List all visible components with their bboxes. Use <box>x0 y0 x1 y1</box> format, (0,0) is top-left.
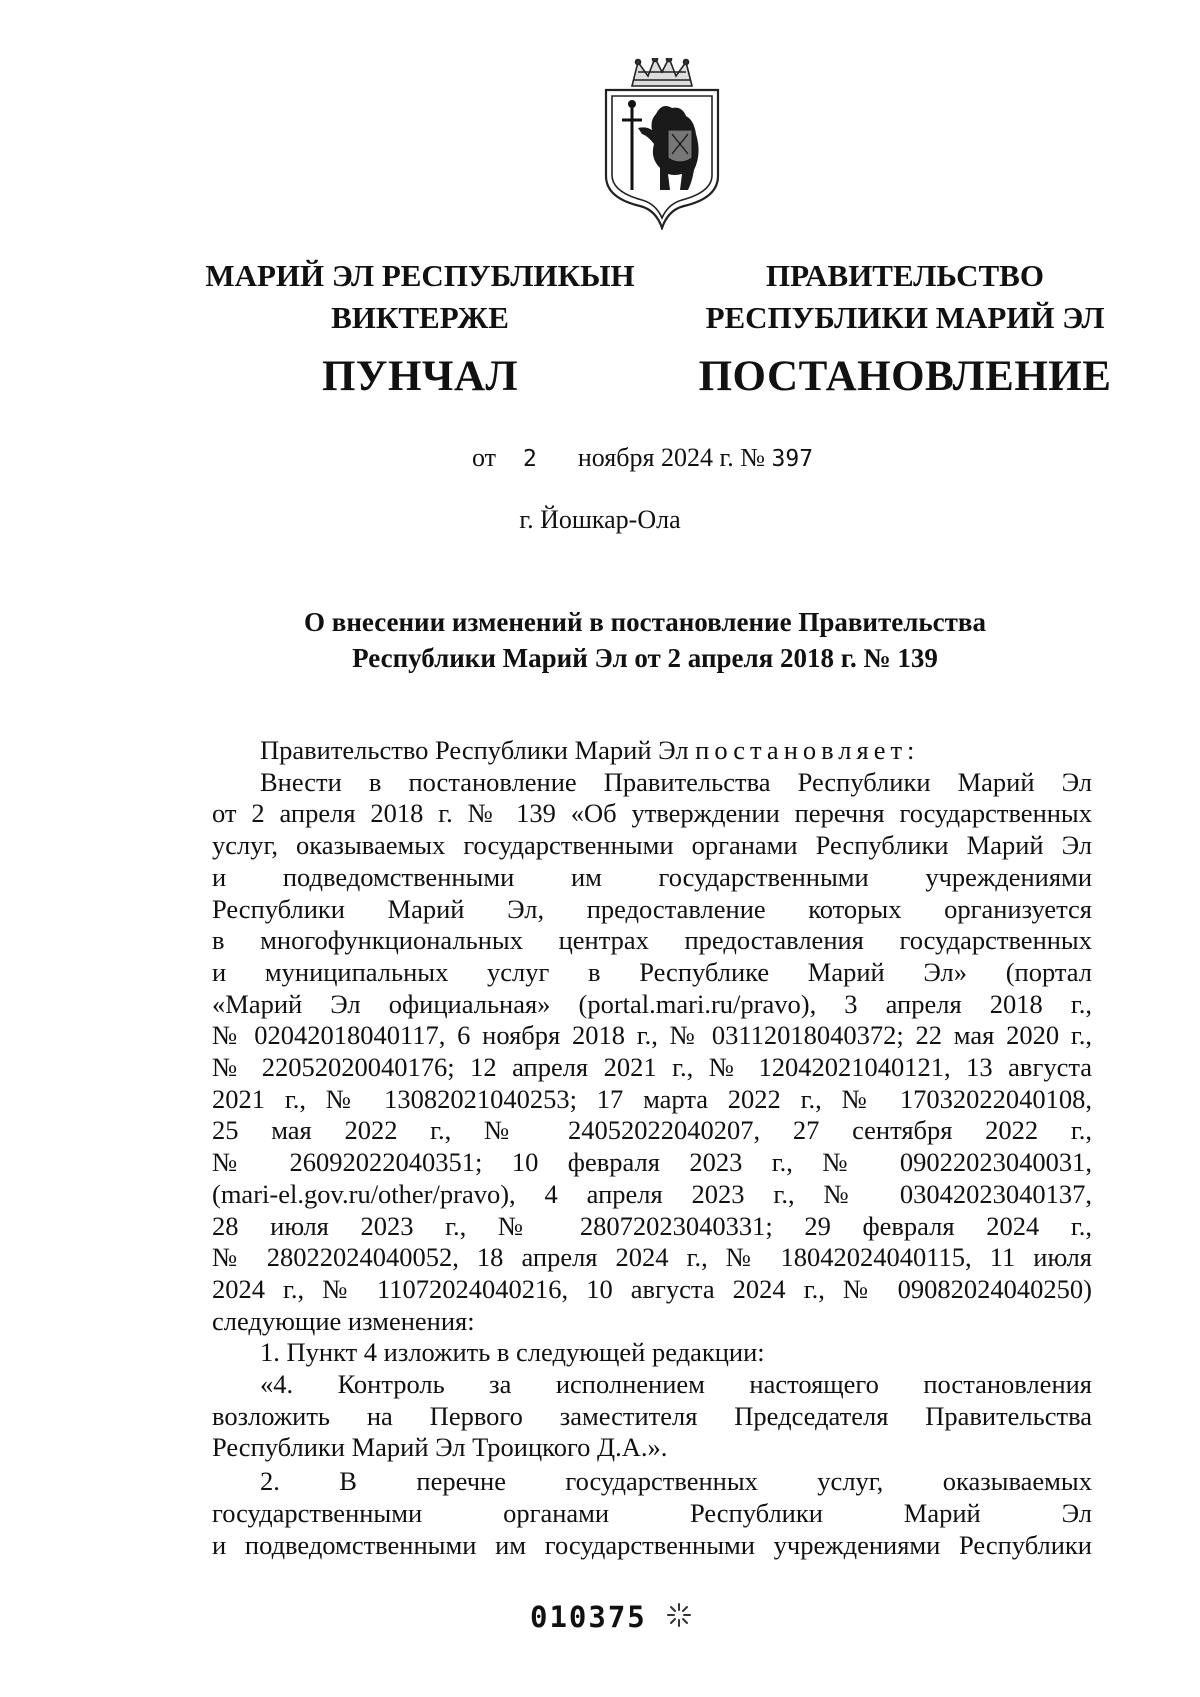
item2-line: государственными органами Республики Марий Эл <box>212 1497 1092 1528</box>
coat-of-arms-emblem <box>598 58 726 230</box>
header-right-doc-type: ПОСТАНОВЛЕНИЕ <box>698 353 1112 400</box>
body-line: услуг, оказываемых государственными органами Республики Марий Эл <box>212 830 1092 861</box>
item2-line: и подведомственными им государственными учреждениями Республики <box>212 1529 1092 1560</box>
body-line: № 02042018040117, 6 ноября 2018 г., № 03112018040372; 22 мая 2020 г., <box>212 1020 1092 1051</box>
header-left-doc-type: ПУНЧАЛ <box>321 353 519 400</box>
body-line: следующие изменения: <box>212 1305 475 1336</box>
header-russian-column <box>690 255 1120 403</box>
body-line: и подведомственными им государственными учреждениями <box>212 861 1092 892</box>
body-line: от 2 апреля 2018 г. № 139 «Об утверждении перечня государственных <box>212 798 1092 829</box>
intro-verb: постановляет: <box>695 735 920 765</box>
body-line: и муниципальных услуг в Республике Марий Эл» (портал <box>212 956 1092 987</box>
body-line: в многофункциональных центрах предоставления государственных <box>212 925 1092 956</box>
body-line: № 28022024040052, 18 апреля 2024 г., № 18042024040115, 11 июля <box>212 1242 1092 1273</box>
body-line: 28 июля 2023 г., № 28072023040331; 29 февраля 2024 г., <box>212 1210 1092 1241</box>
header-right-line1: ПРАВИТЕЛЬСТВО <box>766 258 1044 293</box>
document-date-line <box>472 443 813 473</box>
document-city: г. Йошкар-Ола <box>519 505 681 534</box>
header-left-line2: ВИКТЕРЖЕ <box>331 300 509 335</box>
item1-line: «4. Контроль за исполнением настоящего постановления <box>260 1369 1092 1400</box>
date-rest: ноября 2024 г. № <box>577 443 765 472</box>
body-line: 25 мая 2022 г., № 24052022040207, 27 сентября 2022 г., <box>212 1115 1092 1146</box>
document-body <box>212 735 1092 1561</box>
body-line: 2024 г., № 11072024040216, 10 августа 2024 г., № 09082024040250) <box>212 1273 1092 1304</box>
body-line: «Марий Эл официальная» (portal.mari.ru/pravo), 3 апреля 2018 г., <box>212 988 1092 1019</box>
item1-paragraph <box>212 1369 1092 1464</box>
item1-line: Республики Марий Эл Троицкого Д.А.». <box>212 1432 668 1463</box>
document-title <box>200 604 1090 676</box>
body-line: № 22052020040176; 12 апреля 2021 г., № 12042021040121, 13 августа <box>212 1052 1092 1083</box>
item1-heading: 1. Пункт 4 изложить в следующей редакции: <box>260 1337 765 1368</box>
body-line: (mari-el.gov.ru/other/pravo), 4 апреля 2023 г., № 03042023040137, <box>212 1178 1092 1209</box>
intro-paragraph <box>212 735 1092 767</box>
stamp-mark-icon <box>665 1601 693 1629</box>
date-prefix: от <box>472 443 497 472</box>
body-line: 2021 г., № 13082021040253; 17 марта 2022 г., № 17032022040108, <box>212 1083 1092 1114</box>
header-left-line1: МАРИЙ ЭЛ РЕСПУБЛИКЫН <box>205 258 635 293</box>
serial-number: 010375 <box>530 1600 647 1634</box>
item1-line: возложить на Первого заместителя Председателя Правительства <box>212 1400 1092 1431</box>
title-line1: О внесении изменений в постановление Правительства <box>304 607 986 637</box>
body-line: Внести в постановление Правительства Республики Марий Эл <box>260 766 1092 797</box>
intro-start: Правительство Республики Марий Эл <box>260 735 696 765</box>
item2-paragraph <box>212 1466 1092 1561</box>
header-mari-column <box>200 255 640 403</box>
title-line2: Республики Марий Эл от 2 апреля 2018 г. № 139 <box>352 643 938 673</box>
body-line: № 26092022040351; 10 февраля 2023 г., № 09022023040031, <box>212 1147 1092 1178</box>
header-right-line2: РЕСПУБЛИКИ МАРИЙ ЭЛ <box>705 300 1105 335</box>
main-paragraph <box>212 767 1092 1338</box>
item2-line: 2. В перечне государственных услуг, оказываемых <box>260 1466 1092 1497</box>
date-day: 2 <box>523 446 537 472</box>
body-line: Республики Марий Эл, предоставление которых организуется <box>212 893 1092 924</box>
document-number: 397 <box>771 446 814 472</box>
